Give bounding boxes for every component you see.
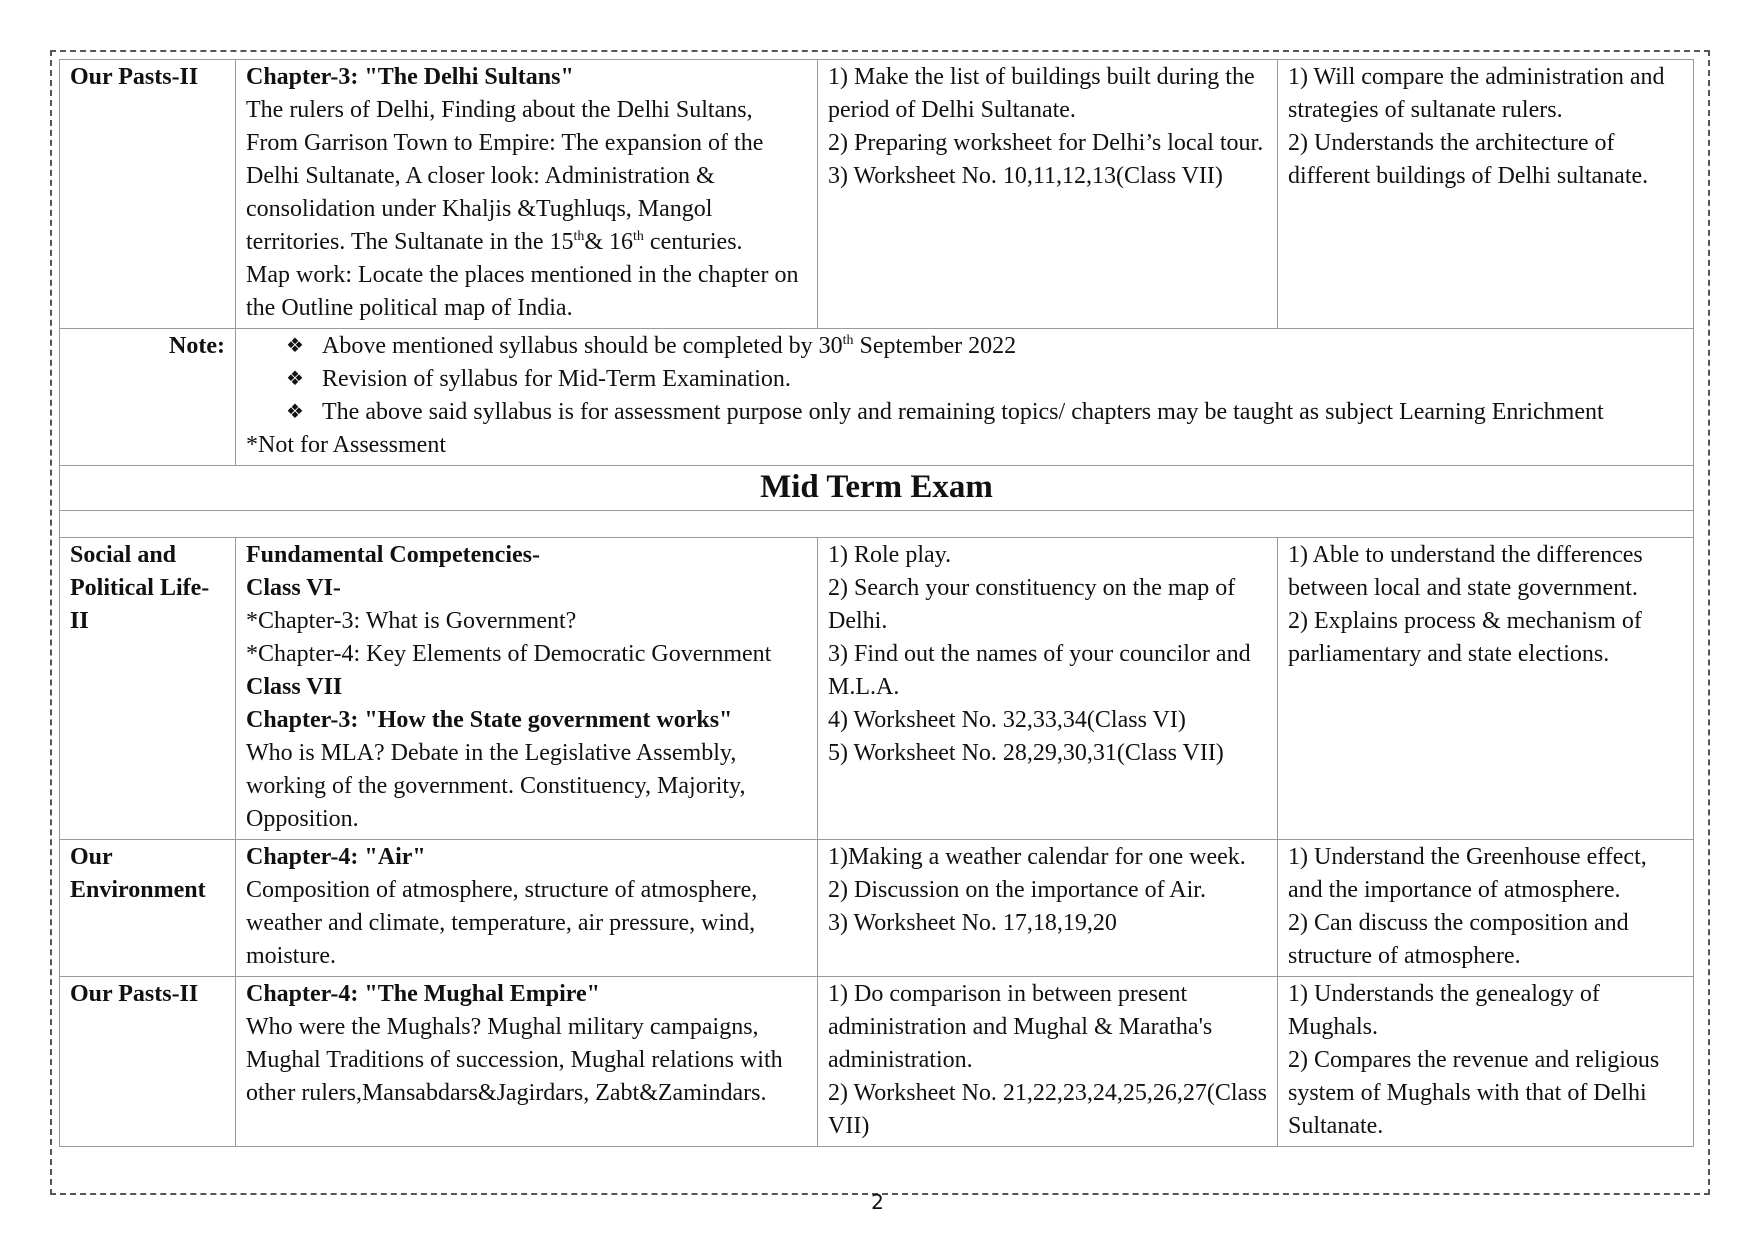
- class-label: Class VI-: [246, 575, 341, 601]
- outcomes-cell: [1278, 840, 1694, 977]
- list-item: 3) Worksheet No. 10,11,12,13(Class VII): [828, 163, 1223, 189]
- list-item: 1)Making a weather calendar for one week.: [828, 844, 1246, 870]
- chapter-title: Chapter-4: "The Mughal Empire": [246, 981, 600, 1007]
- list-item: ❖ Revision of syllabus for Mid-Term Examination.: [286, 363, 1683, 396]
- chapter-content: Composition of atmosphere, structure of atmosphere, weather and climate, temperature, air pressure, wind, moisture.: [246, 877, 758, 969]
- list-item: ❖ The above said syllabus is for assessment purpose only and remaining topics/ chapters may be taught as subject Learning Enrichment: [286, 396, 1683, 429]
- note-row: [60, 329, 1694, 466]
- chapter-item: *Chapter-4: Key Elements of Democratic Government: [246, 641, 772, 667]
- page-number: 2: [871, 1190, 884, 1214]
- list-item: 1) Able to understand the differences between local and state government.: [1288, 542, 1643, 601]
- content-cell: [236, 538, 818, 840]
- outcomes-cell: [1278, 977, 1694, 1147]
- chapter-content: Who were the Mughals? Mughal military campaigns, Mughal Traditions of succession, Mughal relations with other rulers,Mansabdars&Jagirdars, Zabt&Zamindars.: [246, 1014, 783, 1106]
- list-item: 2) Search your constituency on the map of Delhi.: [828, 575, 1236, 634]
- list-item: 2) Worksheet No. 21,22,23,24,25,26,27(Class VII): [828, 1080, 1267, 1139]
- chapter-content: The rulers of Delhi, Finding about the Delhi Sultans, From Garrison Town to Empire: The expansion of the Delhi Sultanate, A closer look: Administration & consolidation under Khaljis &Tughluqs, Mangol territories. The Sultanate in the 15th& 16th centuries.: [246, 97, 764, 255]
- list-item: 1) Understand the Greenhouse effect, and the importance of atmosphere.: [1288, 844, 1647, 903]
- content-cell: [236, 840, 818, 977]
- outcomes-cell: [1278, 60, 1694, 329]
- list-item: 1) Make the list of buildings built during the period of Delhi Sultanate.: [828, 64, 1255, 123]
- not-for-assessment: *Not for Assessment: [246, 432, 446, 458]
- activities-cell: [818, 538, 1278, 840]
- list-item: 1) Do comparison in between present administration and Mughal & Maratha's administration.: [828, 981, 1213, 1073]
- competencies-heading: Fundamental Competencies-: [246, 542, 540, 568]
- list-item: 1) Understands the genealogy of Mughals.: [1288, 981, 1600, 1040]
- list-item: 2) Understands the architecture of different buildings of Delhi sultanate.: [1288, 130, 1649, 189]
- chapter-item: *Chapter-3: What is Government?: [246, 608, 577, 634]
- diamond-bullet-icon: ❖: [286, 335, 304, 357]
- list-item: 3) Worksheet No. 17,18,19,20: [828, 910, 1117, 936]
- list-item: 2) Can discuss the composition and structure of atmosphere.: [1288, 910, 1629, 969]
- subject-cell: Our Environment: [60, 840, 236, 977]
- chapter-title: Chapter-3: "How the State government works": [246, 707, 733, 733]
- list-item: 5) Worksheet No. 28,29,30,31(Class VII): [828, 740, 1224, 766]
- subject-cell: Our Pasts-II: [60, 977, 236, 1147]
- list-item: 2) Explains process & mechanism of parliamentary and state elections.: [1288, 608, 1642, 667]
- note-cell: [236, 329, 1694, 466]
- syllabus-table: [59, 59, 1694, 1147]
- note-list: [246, 330, 1683, 429]
- list-item: 3) Find out the names of your councilor and M.L.A.: [828, 641, 1251, 700]
- activities-cell: [818, 977, 1278, 1147]
- table-row: [60, 840, 1694, 977]
- list-item: ❖ Above mentioned syllabus should be completed by 30th September 2022: [286, 330, 1683, 363]
- exam-heading-row: [60, 466, 1694, 511]
- chapter-title: Chapter-4: "Air": [246, 844, 426, 870]
- class-label: Class VII: [246, 674, 343, 700]
- activities-cell: [818, 840, 1278, 977]
- exam-heading: Mid Term Exam: [60, 466, 1694, 511]
- list-item: 1) Role play.: [828, 542, 952, 568]
- table-row: [60, 977, 1694, 1147]
- list-item: 2) Preparing worksheet for Delhi’s local tour.: [828, 130, 1264, 156]
- content-cell: [236, 977, 818, 1147]
- map-work: Map work: Locate the places mentioned in the chapter on the Outline political map of India.: [246, 262, 799, 321]
- diamond-bullet-icon: ❖: [286, 401, 304, 423]
- diamond-bullet-icon: ❖: [286, 368, 304, 390]
- chapter-title: Chapter-3: "The Delhi Sultans": [246, 64, 574, 90]
- list-item: 2) Discussion on the importance of Air.: [828, 877, 1206, 903]
- list-item: 4) Worksheet No. 32,33,34(Class VI): [828, 707, 1186, 733]
- note-label: Note:: [60, 329, 236, 466]
- list-item: 1) Will compare the administration and strategies of sultanate rulers.: [1288, 64, 1665, 123]
- chapter-content: Who is MLA? Debate in the Legislative Assembly, working of the government. Constituency, Majority, Opposition.: [246, 740, 746, 832]
- list-item: 2) Compares the revenue and religious system of Mughals with that of Delhi Sultanate.: [1288, 1047, 1660, 1139]
- subject-cell: Our Pasts-II: [60, 60, 236, 329]
- subject-cell: Social and Political Life-II: [60, 538, 236, 840]
- spacer-row: [60, 511, 1694, 538]
- table-row: [60, 60, 1694, 329]
- activities-cell: [818, 60, 1278, 329]
- content-cell: [236, 60, 818, 329]
- outcomes-cell: [1278, 538, 1694, 840]
- table-row: [60, 538, 1694, 840]
